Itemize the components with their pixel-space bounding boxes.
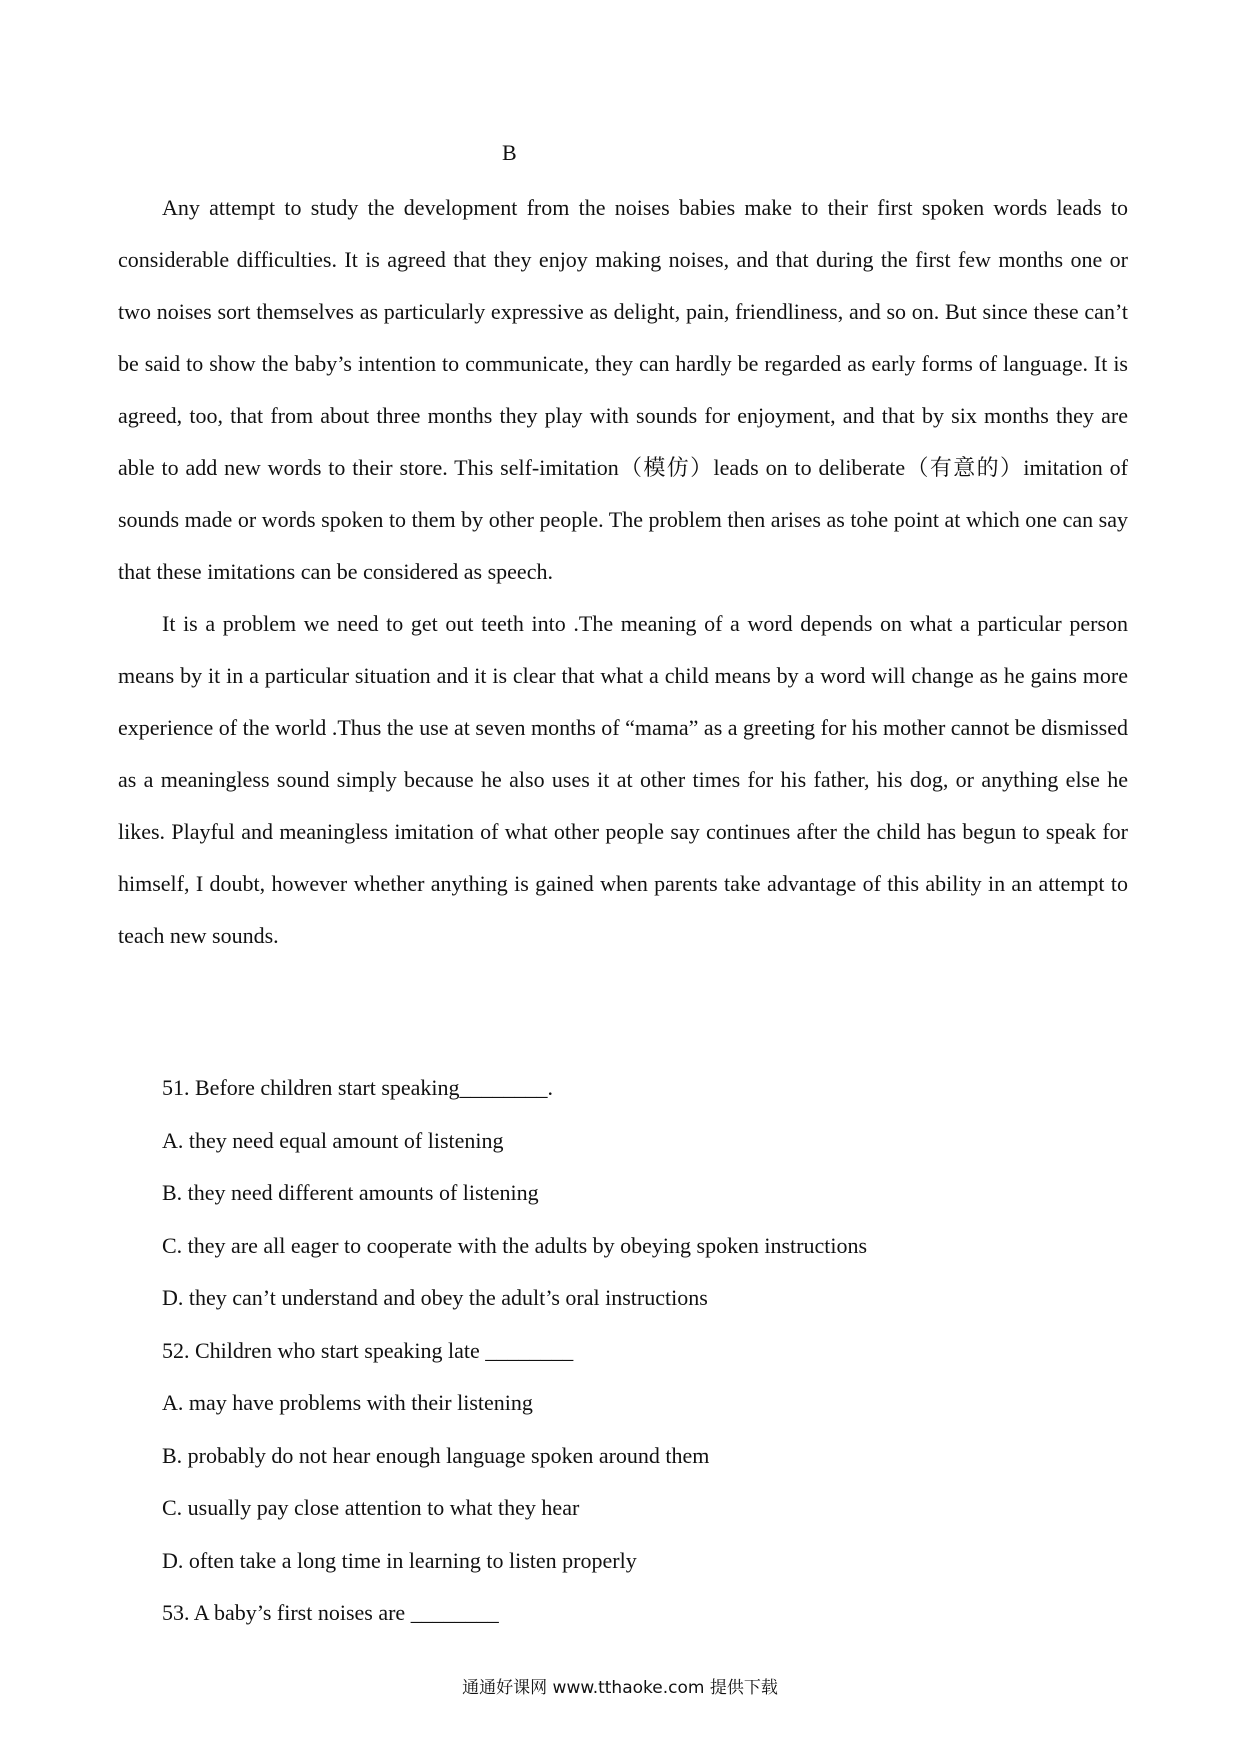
reading-passage — [118, 182, 1128, 962]
question-52-option-a: A. may have problems with their listening — [162, 1390, 533, 1415]
question-53-stem: 53. A baby’s first noises are ________ — [162, 1600, 499, 1625]
question-52-option-b: B. probably do not hear enough language spoken around them — [162, 1442, 710, 1468]
question-51-option-a: A. they need equal amount of listening — [162, 1127, 504, 1153]
passage-paragraph-1: Any attempt to study the development from the noises babies make to their first spoken words leads to considerable difficulties. It is agreed that they enjoy making noises, and that during the first few months one or two noises sort themselves as particularly expressive as delight, pain, friendliness, and so on. But since these can’t be said to show the baby’s intention to communicate, they can hardly be regarded as early forms of language. It is agreed, too, that from about three months they play with sounds for enjoyment, and that by six months they are able to add new words to their store. This self-imitation（模仿）leads on to deliberate（有意的）imitation of sounds made or words spoken to them by other people. The problem then arises as tohe point at which one can say that these imitations can be considered as speech. — [118, 195, 1128, 584]
question-52-option-c: C. usually pay close attention to what they hear — [162, 1495, 580, 1520]
question-51-option-d: D. they can’t understand and obey the adult’s oral instructions — [162, 1285, 708, 1310]
question-52-stem: 52. Children who start speaking late ________ — [162, 1337, 574, 1363]
question-51-option-b: B. they need different amounts of listening — [162, 1180, 539, 1205]
question-52-option-d: D. often take a long time in learning to listen properly — [162, 1547, 637, 1573]
page-footer: 通通好课网 www.tthaoke.com 提供下载 — [462, 1678, 778, 1698]
question-51-option-c: C. they are all eager to cooperate with the adults by obeying spoken instructions — [162, 1232, 868, 1258]
passage-paragraph-2: It is a problem we need to get out teeth into .The meaning of a word depends on what a particular person means by it in a particular situation and it is clear that what a child means by a word will change as he gains more experience of the world .Thus the use at seven months of “mama” as a greeting for his mother cannot be dismissed as a meaningless sound simply because he also uses it at other times for his father, his dog, or anything else he likes. Playful and meaningless imitation of what other people say continues after the child has begun to speak for himself, I doubt, however whether anything is gained when parents take advantage of this ability in an attempt to teach new sounds. — [118, 611, 1128, 948]
section-heading: B — [502, 140, 517, 165]
question-51-stem: 51. Before children start speaking________. — [162, 1075, 554, 1100]
question-list — [162, 1062, 1122, 1640]
